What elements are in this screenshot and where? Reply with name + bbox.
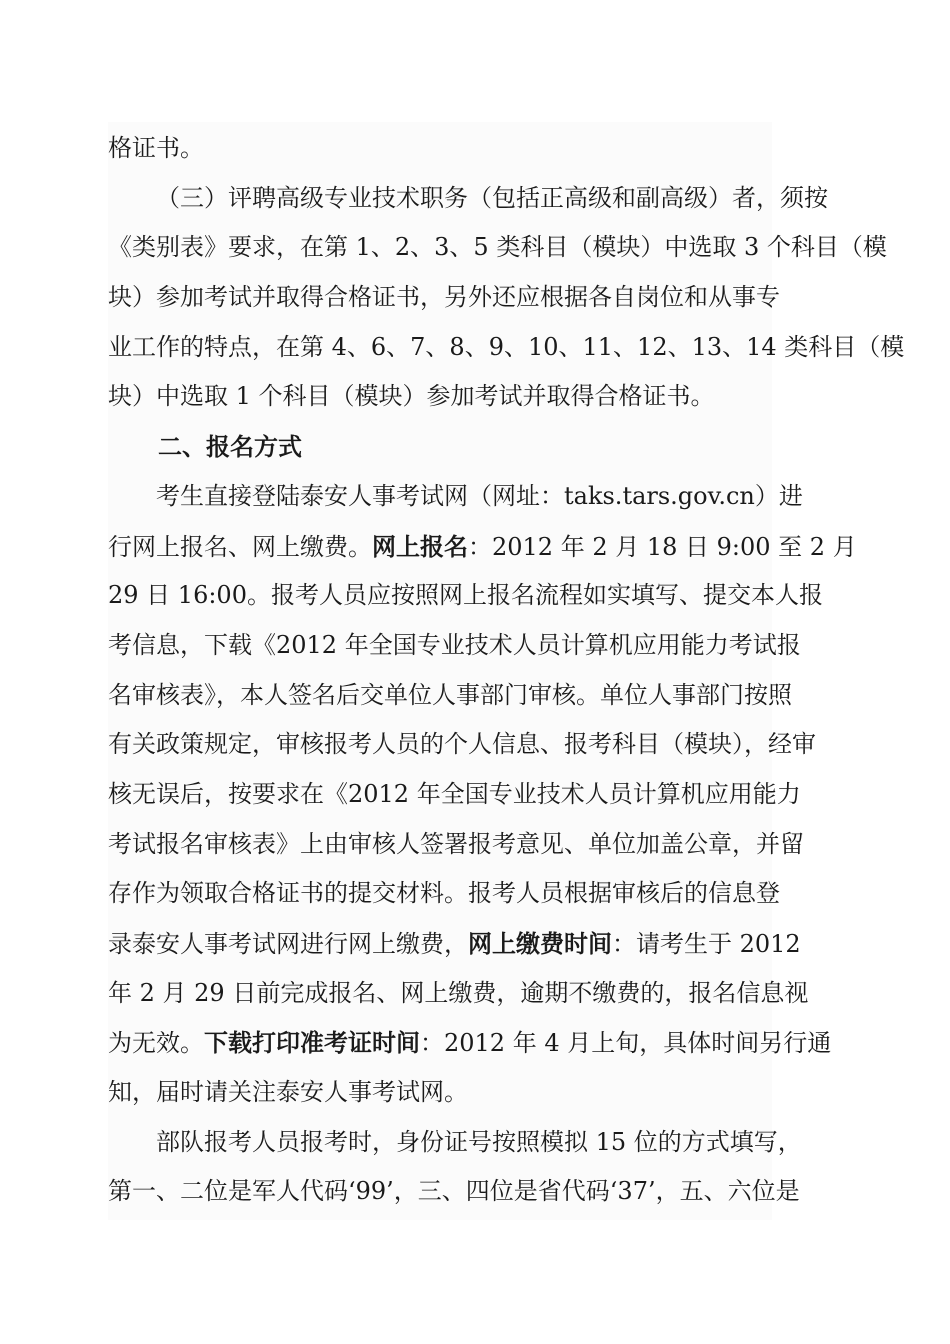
text-line	[108, 273, 788, 323]
bold-text: 网上报名	[372, 531, 468, 561]
text-run: 存作为领取合格证书的提交材料。报考人员根据审核后的信息登	[108, 879, 780, 908]
text-line	[108, 869, 788, 919]
bold-text: 网上缴费时间	[468, 929, 612, 958]
text-run: 格证书。	[108, 134, 204, 162]
bold-text: 下载打印准考证时间	[204, 1028, 420, 1058]
text-line	[108, 124, 788, 174]
text-line	[108, 174, 828, 224]
text-line	[108, 323, 905, 373]
text-line	[108, 969, 809, 1019]
text-run: 名审核表》，本人签名后交单位人事部门审核。单位人事部门按照	[108, 680, 792, 709]
section-heading	[108, 422, 788, 472]
text-run: 知，届时请关注泰安人事考试网。	[108, 1078, 468, 1107]
text-run: ：2012 年 4 月上旬，具体时间另行通	[420, 1029, 832, 1058]
bold-text: 二、报名方式	[158, 432, 302, 462]
text-line	[108, 919, 801, 969]
text-line	[108, 720, 816, 770]
text-line	[108, 223, 887, 273]
text-run: 核无误后，按要求在《2012 年全国专业技术人员计算机应用能力	[108, 779, 801, 808]
text-line	[108, 1118, 802, 1168]
text-run: （三）评聘高级专业技术职务（包括正高级和副高级）者，须按	[156, 183, 828, 212]
text-line	[108, 1167, 800, 1217]
text-run: 录泰安人事考试网进行网上缴费，	[108, 930, 468, 958]
text-line	[108, 522, 857, 572]
text-line	[108, 372, 788, 422]
text-run: 业工作的特点，在第 4、6、7、8、9、10、11、12、13、14 类科目（模	[108, 332, 905, 361]
document-body	[108, 124, 905, 1217]
text-line	[108, 472, 803, 522]
text-run: ：请考生于 2012	[612, 930, 801, 958]
text-run: 部队报考人员报考时，身份证号按照模拟 15 位的方式填写，	[156, 1127, 802, 1156]
text-run: 29 日 16:00。报考人员应按照网上报名流程如实填写、提交本人报	[108, 581, 823, 610]
text-run: 考信息，下载《2012 年全国专业技术人员计算机应用能力考试报	[108, 630, 801, 659]
text-run: 块）中选取 1 个科目（模块）参加考试并取得合格证书。	[108, 382, 715, 411]
text-run: ：2012 年 2 月 18 日 9:00 至 2 月	[468, 532, 857, 561]
text-line	[108, 820, 804, 870]
text-run: 《类别表》要求，在第 1、2、3、5 类科目（模块）中选取 3 个科目（模	[108, 233, 887, 262]
text-line	[108, 571, 823, 621]
text-run: 为无效。	[108, 1029, 204, 1058]
text-line	[108, 1018, 832, 1068]
text-run: 考生直接登陆泰安人事考试网（网址：taks.tars.gov.cn）进	[156, 481, 803, 510]
text-line	[108, 770, 801, 820]
text-line	[108, 671, 792, 721]
text-run: 第一、二位是军人代码‘99’，三、四位是省代码‘37’，五、六位是	[108, 1177, 800, 1206]
text-run: 年 2 月 29 日前完成报名、网上缴费，逾期不缴费的，报名信息视	[108, 978, 809, 1007]
text-run: 考试报名审核表》上由审核人签署报考意见、单位加盖公章，并留	[108, 829, 804, 858]
text-run: 有关政策规定，审核报考人员的个人信息、报考科目（模块），经审	[108, 730, 816, 759]
text-line	[108, 621, 801, 671]
text-run: 行网上报名、网上缴费。	[108, 532, 372, 561]
text-line	[108, 1068, 788, 1118]
text-run: 块）参加考试并取得合格证书，另外还应根据各自岗位和从事专	[108, 283, 780, 312]
